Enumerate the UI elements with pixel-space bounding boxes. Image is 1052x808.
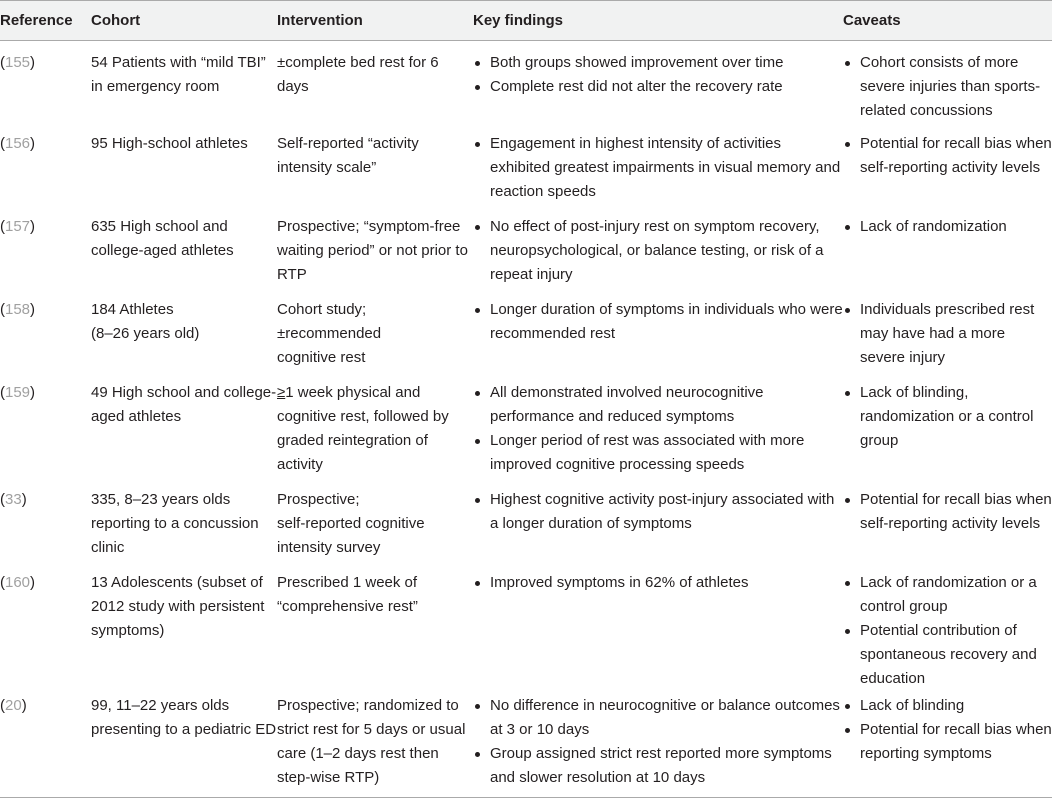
- intervention-cell: [277, 479, 473, 562]
- finding-item: Longer duration of symptoms in individuals who were recommended rest: [473, 298, 843, 346]
- findings-cell: [473, 562, 843, 693]
- intervention-line: cognitive rest: [277, 349, 366, 366]
- finding-item: All demonstrated involved neurocognitive performance and reduced symptoms: [473, 381, 843, 429]
- intervention-line: self-reported cognitive: [277, 515, 425, 532]
- intervention-cell: Prospective; randomized to strict rest for 5 days or usual care (1–2 days rest then step-wise RTP): [277, 693, 473, 797]
- caveats-cell: [843, 372, 1052, 479]
- caveat-item: Lack of randomization: [843, 215, 1052, 239]
- table-row: [0, 693, 1052, 797]
- reference-cell: (160): [0, 574, 36, 591]
- header-intervention: Intervention: [277, 1, 473, 41]
- findings-cell: [473, 372, 843, 479]
- intervention-cell: Prospective; “symptom-free waiting period” or not prior to RTP: [277, 218, 468, 283]
- cohort-cell: 635 High school and college-aged athletes: [91, 218, 234, 259]
- finding-item: Longer period of rest was associated with more improved cognitive processing speeds: [473, 429, 843, 477]
- caveat-item: Individuals prescribed rest may have had a more severe injury: [843, 298, 1052, 370]
- caveats-cell: [843, 41, 1052, 124]
- table-row: [0, 123, 1052, 206]
- cohort-cell: 49 High school and college-aged athletes: [91, 384, 277, 425]
- greater-equal-symbol: ≥: [277, 384, 286, 401]
- findings-cell: [473, 289, 843, 372]
- table-row: [0, 289, 1052, 372]
- caveat-item: Cohort consists of more severe injuries than sports-related concussions: [843, 51, 1052, 123]
- cohort-cell: 99, 11–22 years olds presenting to a pediatric ED: [91, 693, 277, 797]
- reference-link[interactable]: 33: [5, 491, 22, 508]
- header-reference: Reference: [0, 1, 91, 41]
- reference-link[interactable]: 156: [5, 135, 31, 152]
- header-key-findings: Key findings: [473, 1, 843, 41]
- caveat-item: Potential contribution of spontaneous recovery and education: [843, 619, 1052, 691]
- cohort-cell: 54 Patients with “mild TBI” in emergency room: [91, 54, 266, 95]
- intervention-line: ±recommended: [277, 325, 382, 342]
- intervention-line: intensity survey: [277, 539, 381, 556]
- finding-item: Highest cognitive activity post-injury associated with a longer duration of symptoms: [473, 488, 843, 536]
- findings-cell: [473, 479, 843, 562]
- cohort-cell: 13 Adolescents (subset of 2012 study with persistent symptoms): [91, 574, 265, 639]
- caveat-item: Lack of blinding, randomization or a control group: [843, 381, 1052, 453]
- header-row: [0, 1, 1052, 41]
- findings-cell: [473, 693, 843, 797]
- header-caveats: Caveats: [843, 1, 1052, 41]
- finding-item: Engagement in highest intensity of activities exhibited greatest impairments in visual memory and reaction speeds: [473, 132, 843, 204]
- reference-cell: (155): [0, 54, 36, 71]
- header-cohort: Cohort: [91, 1, 277, 41]
- table-row: [0, 372, 1052, 479]
- caveats-cell: [843, 123, 1052, 206]
- intervention-cell: [277, 372, 473, 479]
- reference-cell: (33): [0, 491, 27, 508]
- caveats-cell: [843, 693, 1052, 797]
- findings-cell: [473, 41, 843, 124]
- intervention-cell: ±complete bed rest for 6 days: [277, 54, 439, 95]
- reference-link[interactable]: 158: [5, 301, 31, 318]
- finding-item: Complete rest did not alter the recovery rate: [473, 75, 843, 99]
- reference-cell: (156): [0, 135, 36, 152]
- caveats-cell: [843, 289, 1052, 372]
- reference-cell: (158): [0, 301, 36, 318]
- reference-cell: (157): [0, 218, 36, 235]
- caveats-cell: [843, 479, 1052, 562]
- findings-cell: [473, 206, 843, 289]
- reference-cell: (20): [0, 693, 91, 797]
- finding-item: Improved symptoms in 62% of athletes: [473, 571, 843, 595]
- table-row: [0, 562, 1052, 693]
- intervention-line: Prospective;: [277, 491, 360, 508]
- intervention-cell: [277, 289, 473, 372]
- table-row: [0, 479, 1052, 562]
- table-row: [0, 41, 1052, 124]
- findings-cell: [473, 123, 843, 206]
- caveat-item: Lack of randomization or a control group: [843, 571, 1052, 619]
- reference-link[interactable]: 157: [5, 218, 31, 235]
- finding-item: No difference in neurocognitive or balance outcomes at 3 or 10 days: [473, 694, 843, 742]
- caveats-cell: [843, 206, 1052, 289]
- caveat-item: Lack of blinding: [843, 694, 1052, 718]
- intervention-text: 1 week physical and cognitive rest, followed by graded reintegration of activity: [277, 384, 449, 473]
- cohort-line: 184 Athletes: [91, 301, 174, 318]
- caveat-item: Potential for recall bias when self-reporting activity levels: [843, 132, 1052, 180]
- cohort-line: (8–26 years old): [91, 325, 200, 342]
- cohort-cell: 95 High-school athletes: [91, 135, 248, 152]
- reference-link[interactable]: 155: [5, 54, 31, 71]
- intervention-cell: Self-reported “activity intensity scale”: [277, 135, 419, 176]
- intervention-cell: Prescribed 1 week of “comprehensive rest”: [277, 574, 418, 615]
- reference-cell: (159): [0, 384, 36, 401]
- caveat-item: Potential for recall bias when self-reporting activity levels: [843, 488, 1052, 536]
- finding-item: Both groups showed improvement over time: [473, 51, 843, 75]
- caveats-cell: [843, 562, 1052, 693]
- finding-item: No effect of post-injury rest on symptom recovery, neuropsychological, or balance testing, or risk of a repeat injury: [473, 215, 843, 287]
- cohort-cell: 335, 8–23 years olds reporting to a concussion clinic: [91, 491, 259, 556]
- caveat-item: Potential for recall bias when reporting symptoms: [843, 718, 1052, 766]
- cohort-cell: [91, 289, 277, 372]
- finding-item: Group assigned strict rest reported more symptoms and slower resolution at 10 days: [473, 742, 843, 790]
- intervention-line: Cohort study;: [277, 301, 367, 318]
- reference-link[interactable]: 159: [5, 384, 31, 401]
- reference-link[interactable]: 160: [5, 574, 31, 591]
- reference-link[interactable]: 20: [5, 697, 22, 714]
- table-row: [0, 206, 1052, 289]
